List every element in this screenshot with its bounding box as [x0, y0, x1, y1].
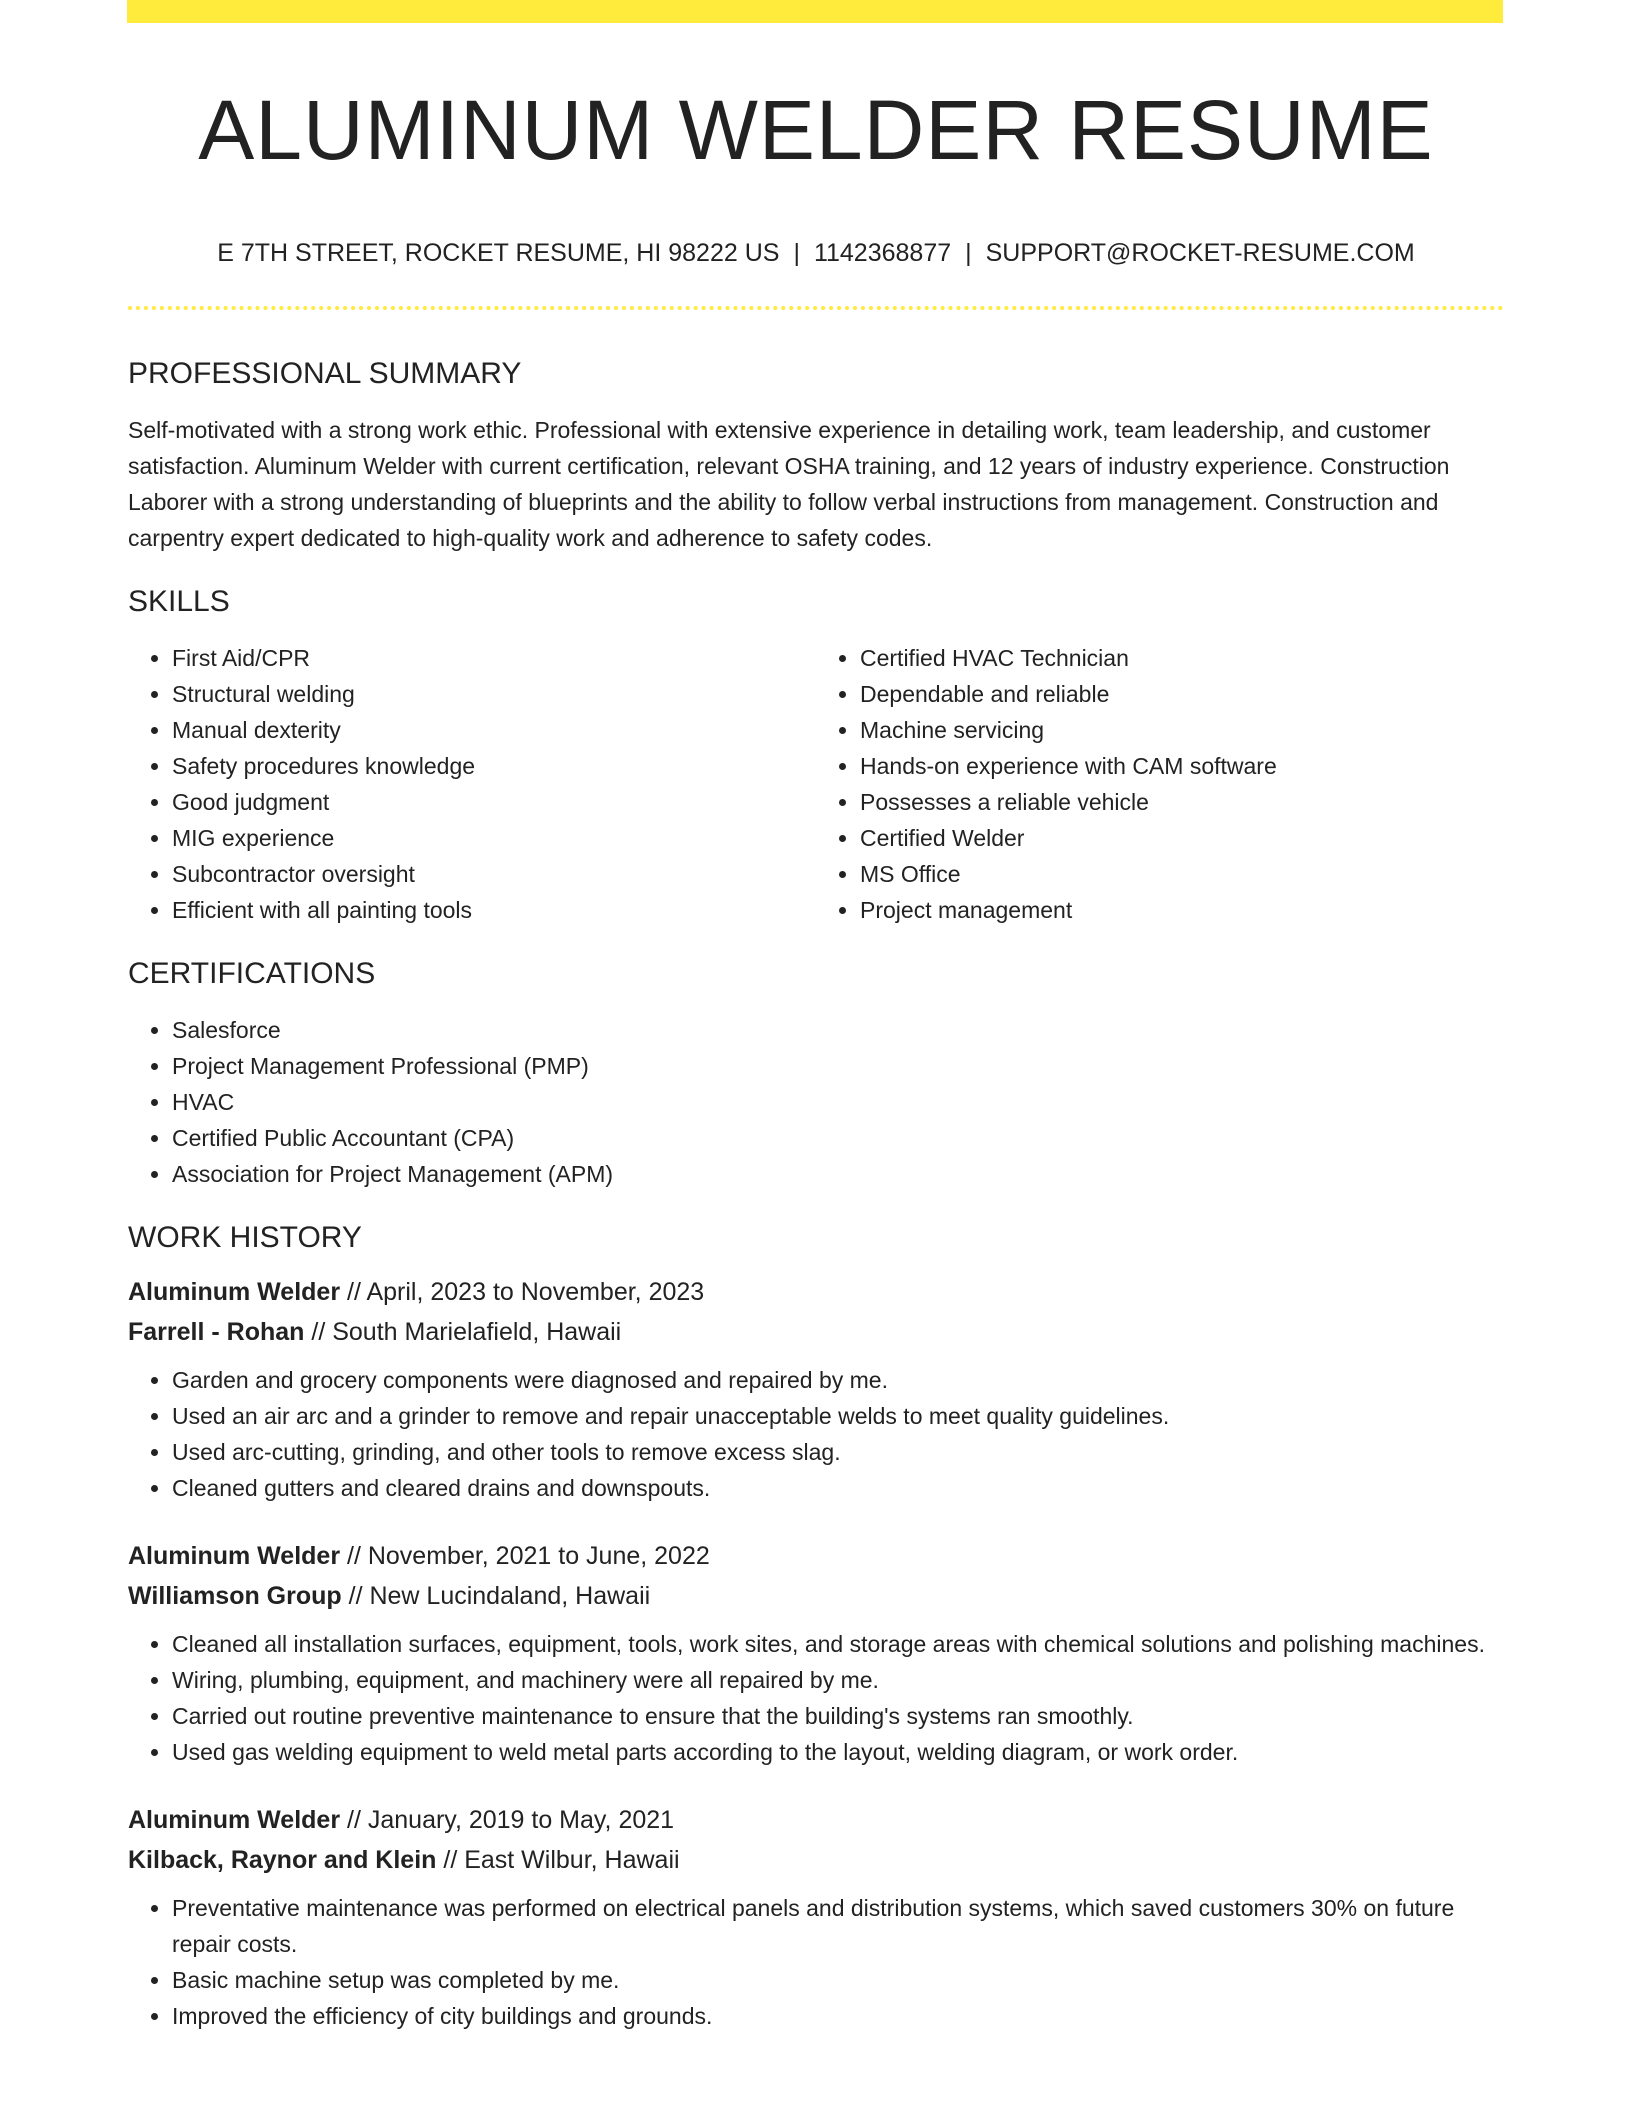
- job-title-line: [128, 1800, 1504, 1840]
- skills-list-right: [816, 640, 1504, 928]
- skill-item: • Machine servicing: [860, 712, 1504, 748]
- skills-grid: [128, 640, 1504, 928]
- job-duties-list: [128, 1362, 1504, 1506]
- job-company-line: [128, 1312, 1504, 1352]
- summary-section: [128, 352, 1504, 556]
- contact-line: [128, 236, 1504, 270]
- job-company-line: [128, 1576, 1504, 1616]
- skill-item: • First Aid/CPR: [172, 640, 816, 676]
- job-dates: // April, 2023 to November, 2023: [347, 1278, 705, 1306]
- work-history-heading: WORK HISTORY: [128, 1221, 362, 1254]
- contact-separator: |: [793, 239, 800, 267]
- job-title: Aluminum Welder: [128, 1278, 341, 1306]
- job-title-line: [128, 1536, 1504, 1576]
- job-duties-list: [128, 1890, 1504, 2034]
- job-location: // East Wilbur, Hawaii: [443, 1846, 680, 1874]
- contact-email: SUPPORT@ROCKET-RESUME.COM: [985, 239, 1415, 267]
- skill-item: • Certified Welder: [860, 820, 1504, 856]
- certifications-list: [128, 1012, 1504, 1192]
- dotted-divider: [128, 306, 1504, 310]
- job-title-line: [128, 1272, 1504, 1312]
- skill-item: • MIG experience: [172, 820, 816, 856]
- job-duty: • Wiring, plumbing, equipment, and machinery were all repaired by me.: [172, 1662, 1504, 1698]
- job-title: Aluminum Welder: [128, 1542, 341, 1570]
- job-duty: • Basic machine setup was completed by me.: [172, 1962, 1504, 1998]
- summary-heading: PROFESSIONAL SUMMARY: [128, 357, 522, 390]
- certification-item: • Project Management Professional (PMP): [172, 1048, 1504, 1084]
- job-entry: [128, 1272, 1504, 1506]
- certification-item: • Association for Project Management (APM): [172, 1156, 1504, 1192]
- summary-text: Self-motivated with a strong work ethic. Professional with extensive experience in detailing work, team leadership, and customer satisfaction. Aluminum Welder with current certification, relevant OSHA training, and 12 years of industry experience. Construction Laborer with a strong understanding of blueprints and the ability to follow verbal instructions from management. Construction and carpentry expert dedicated to high-quality work and adherence to safety codes.: [128, 417, 1450, 551]
- skill-item: • MS Office: [860, 856, 1504, 892]
- job-duty: • Cleaned gutters and cleared drains and downspouts.: [172, 1470, 1504, 1506]
- job-duty: • Used an air arc and a grinder to remove and repair unacceptable welds to meet quality guidelines.: [172, 1398, 1504, 1434]
- skill-item: • Efficient with all painting tools: [172, 892, 816, 928]
- skills-list-left: [128, 640, 816, 928]
- skill-item: • Possesses a reliable vehicle: [860, 784, 1504, 820]
- contact-address: E 7TH STREET, ROCKET RESUME, HI 98222 US: [217, 239, 780, 267]
- job-duties-list: [128, 1626, 1504, 1770]
- job-dates: // January, 2019 to May, 2021: [347, 1806, 675, 1834]
- skill-item: • Certified HVAC Technician: [860, 640, 1504, 676]
- job-entry: [128, 1536, 1504, 1770]
- job-location: // South Marielafield, Hawaii: [311, 1318, 622, 1346]
- skill-item: • Hands-on experience with CAM software: [860, 748, 1504, 784]
- resume-content: [128, 352, 1504, 2034]
- certification-item: • HVAC: [172, 1084, 1504, 1120]
- certifications-section: [128, 952, 1504, 1192]
- skill-item: • Structural welding: [172, 676, 816, 712]
- job-company: Williamson Group: [128, 1582, 342, 1610]
- skills-heading: SKILLS: [128, 585, 230, 618]
- job-duty: • Garden and grocery components were diagnosed and repaired by me.: [172, 1362, 1504, 1398]
- skill-item: • Good judgment: [172, 784, 816, 820]
- job-location: // New Lucindaland, Hawaii: [348, 1582, 651, 1610]
- certification-item: • Salesforce: [172, 1012, 1504, 1048]
- job-dates: // November, 2021 to June, 2022: [347, 1542, 710, 1570]
- job-duty: • Used gas welding equipment to weld metal parts according to the layout, welding diagram, or work order.: [172, 1734, 1504, 1770]
- skills-section: [128, 580, 1504, 928]
- skill-item: • Project management: [860, 892, 1504, 928]
- job-duty: • Carried out routine preventive maintenance to ensure that the building's systems ran smoothly.: [172, 1698, 1504, 1734]
- skill-item: • Dependable and reliable: [860, 676, 1504, 712]
- skill-item: • Manual dexterity: [172, 712, 816, 748]
- certifications-heading: CERTIFICATIONS: [128, 957, 376, 990]
- certification-item: • Certified Public Accountant (CPA): [172, 1120, 1504, 1156]
- contact-separator: |: [965, 239, 972, 267]
- accent-top-bar: [127, 0, 1503, 23]
- skill-item: • Subcontractor oversight: [172, 856, 816, 892]
- resume-title: ALUMINUM WELDER RESUME: [198, 83, 1434, 177]
- job-company: Farrell - Rohan: [128, 1318, 305, 1346]
- job-company: Kilback, Raynor and Klein: [128, 1846, 437, 1874]
- job-duty: • Cleaned all installation surfaces, equipment, tools, work sites, and storage areas with chemical solutions and polishing machines.: [172, 1626, 1504, 1662]
- job-duty: • Used arc-cutting, grinding, and other tools to remove excess slag.: [172, 1434, 1504, 1470]
- job-entry: [128, 1800, 1504, 2034]
- skill-item: • Safety procedures knowledge: [172, 748, 816, 784]
- job-duty: • Preventative maintenance was performed on electrical panels and distribution systems, which saved customers 30% on future repair costs.: [172, 1890, 1504, 1962]
- contact-phone: 1142368877: [813, 239, 952, 267]
- job-duty: • Improved the efficiency of city buildings and grounds.: [172, 1998, 1504, 2034]
- job-company-line: [128, 1840, 1504, 1880]
- work-history-section: [128, 1216, 1504, 2034]
- job-title: Aluminum Welder: [128, 1806, 341, 1834]
